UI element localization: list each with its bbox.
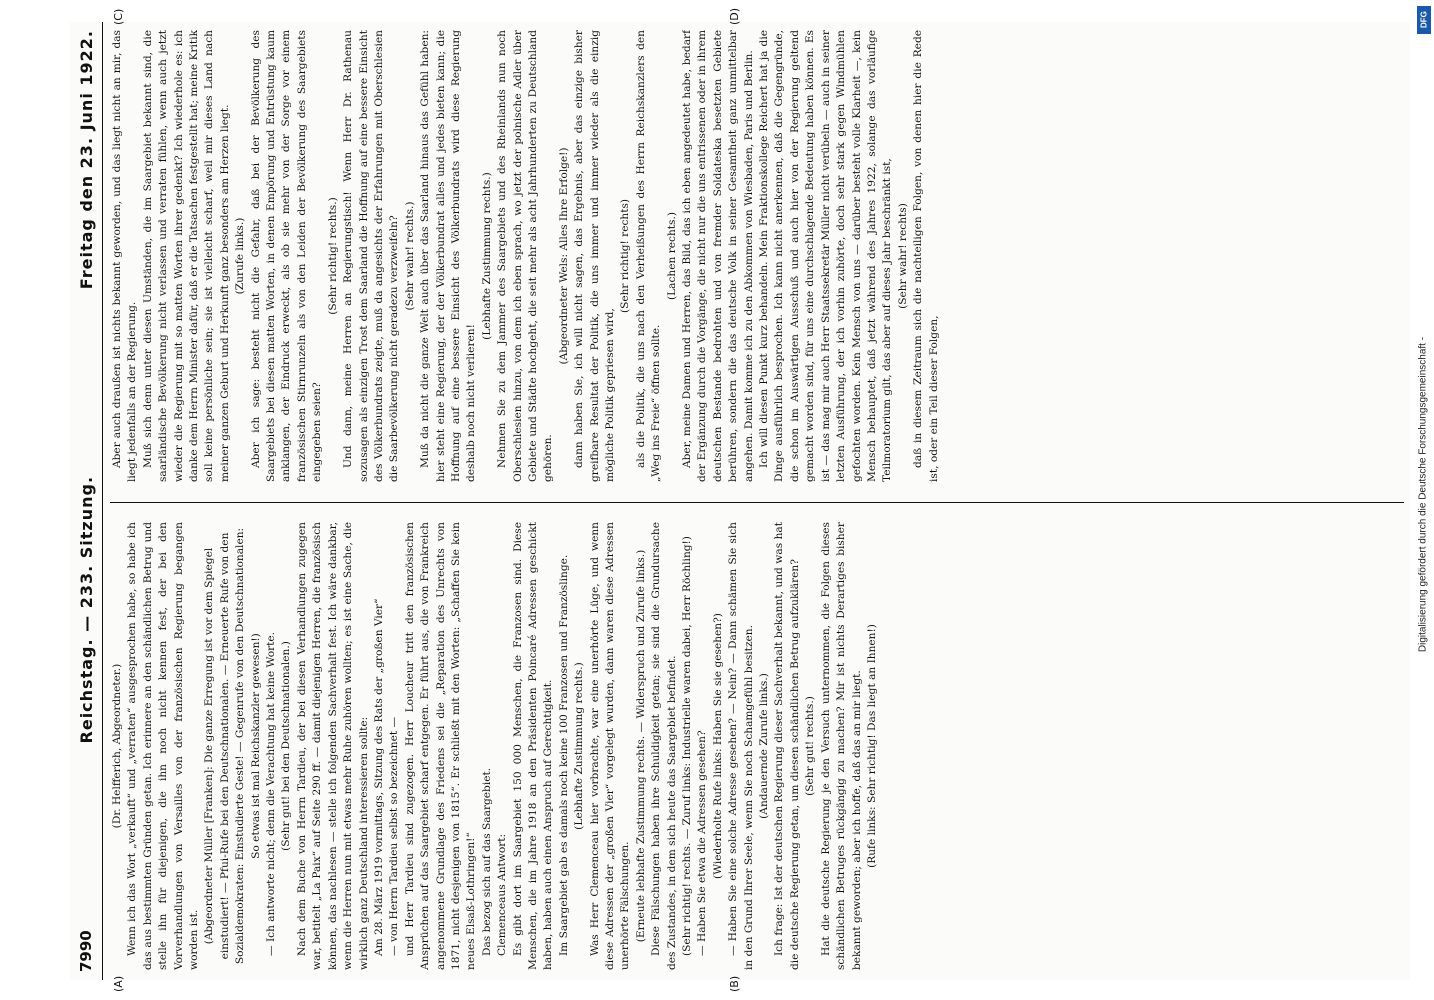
paragraph: (Zurufe links.) xyxy=(234,217,247,295)
paragraph: (Abgeordneter Müller [Franken]: Die ganze Erregung ist vor dem Spiegel einstudiert! — Pfui-Rufe bei den Deutschnationalen. — Erneuerte Rufe von den Sozialdemokraten: Einstudierte Geste! — Gegenrufe von den Deutschnationalen: So etwas ist mal Reichskanzler gewesen!) xyxy=(203,527,262,965)
paragraph: (Sehr richtig! rechts. — Zuruf links: Industrielle waren dabei, Herr Röchling!) xyxy=(681,536,694,956)
paragraph: (Lachen rechts.) xyxy=(665,212,678,300)
paragraph: Was Herr Clemenceau hier vorbrachte, war eine unerhörte Lüge, und wenn diese Adressen der „großen Vier“ vorgelegt wurden, dann waren diese Adressen unerhörte Fälschungen. xyxy=(588,522,632,970)
margin-marker-c: (C) xyxy=(112,8,125,25)
digitization-footer xyxy=(1412,0,1434,1000)
paragraph: (Sehr gut! bei den Deutschnationalen.) xyxy=(280,641,293,851)
paragraph: (Andauernde Zurufe links.) xyxy=(758,673,771,819)
page-number: 7990 xyxy=(77,930,95,972)
paragraph: Clemenceaus Antwort: xyxy=(496,833,509,956)
paragraph: (Abgeordneter Wels: Alles Ihre Erfolge!) xyxy=(557,147,570,365)
margin-marker-b: (B) xyxy=(728,975,741,992)
paragraph: Aber ich sage: besteht nicht die Gefahr, daß bei der Bevölkerung des Saargebiets bei diesen matten Worten, in denen Empörung und Entrüstung kaum anklangen, der Eindruck erweckt, als ob sie mehr von der Sorge vor einem französischen Stirnrunzeln als von den Leiden der Bevölkerung des Saargebiets eingegeben seien? xyxy=(249,30,324,482)
paragraph: Am 28. März 1919 vormittags, Sitzung des Rats der „großen Vier“ xyxy=(372,598,385,956)
right-paragraphs xyxy=(110,30,942,482)
footer-credit: Digitalisierung gefördert durch die Deutsche Forschungsgemeinschaft - xyxy=(1417,336,1429,653)
paragraph: Und dann, meine Herren an Regierungstisch! Wenn Herr Dr. Rathenau sozusagen als einzigen Trost dem Saarland die Hoffnung auf eine bessere Einsicht des Völkerbundrats zeigte, muß da angesichts der Erfahrungen mit Oberschlesien die Saarbevölkerung nicht geradezu verzweifeln? xyxy=(342,30,401,482)
session-date: Freitag den 23. Juni 1922. xyxy=(76,30,96,290)
paragraph: — Haben Sie eine solche Adresse gesehen? — Nein? — Dann schämen Sie sich in den Grund Ihrer Seele, wenn Sie noch Schamgefühl besitzen. xyxy=(727,522,755,970)
page-header xyxy=(70,22,102,980)
dfg-logo: DFG xyxy=(1417,6,1431,34)
speaker-line: (Dr. Helfferich, Abgeordneter.) xyxy=(111,663,123,829)
column-divider xyxy=(110,502,1404,503)
rotated-page-content xyxy=(70,7,1410,992)
paragraph: — Ich antworte nicht; denn die Verachtung hat keine Worte. xyxy=(265,631,278,956)
paragraph: (Sehr richtig! rechts.) xyxy=(326,197,339,315)
paragraph: Ich will diesen Punkt kurz behandeln. Mein Fraktionskollege Reichert hat ja die Dinge ausführlich besprochen. Ich kann nicht anerkennen, daß die Gegengründe, die schon im Auswärtigen Ausschuß und auch hier von der Regierung geltend gemacht worden sind, für uns eine durchschlagende Bedeutung haben können. Es ist — das mag mir auch Herr Staatssekretär Müller nicht verübeln — auch in seiner letzten Ausführung, der ich vorhin zuhörte, doch sehr stark gegen Windmühlen gefochten worden. Kein Mensch von uns — darüber besteht volle Klarheit —, kein Mensch behauptet, daß jetzt während des Jahres 1922, solange das vorläufige Teilmoratorium gilt, das aber auf dieses Jahr beschränkt ist, xyxy=(758,30,894,482)
margin-marker-d: (D) xyxy=(728,7,741,25)
paragraph: Muß sich denn unter diesen Umständen, die im Saargebiet bekannt sind, die saarländische Bevölkerung nicht verlassen und verraten fühlen, wenn auch jetzt wieder die Regierung mit so matten Worten ihrer gedenkt? Ich wiederhole es: ich danke dem Herrn Minister dafür, daß er die Tatsachen festgestellt hat; meine Kritik soll keine persönliche sein; sie ist vielleicht scharf, weil mir dieses Land nach meiner ganzen Geburt und Herkunft ganz besonders am Herzen liegt. xyxy=(141,30,231,482)
paragraph: (Erneute lebhafte Zustimmung rechts. — Widerspruch und Zurufe links.) xyxy=(634,549,647,943)
paragraph: (Sehr richtig! rechts) xyxy=(619,198,632,314)
paragraph: (Wiederholte Rufe links: Haben Sie sie gesehen?) xyxy=(711,613,724,879)
left-column xyxy=(110,522,1404,970)
paragraph: (Lebhafte Zustimmung rechts.) xyxy=(573,662,586,830)
paragraph: (Sehr gut! rechts.) xyxy=(804,696,817,796)
paragraph: Ich frage: Ist der deutschen Regierung dieser Sachverhalt bekannt, und was hat die deutsche Regierung getan, um diesen schändlichen Betrug aufzuklären? xyxy=(773,522,801,970)
scanned-page xyxy=(70,7,1410,992)
paragraph: — Haben Sie etwa die Adressen gesehen? xyxy=(696,730,709,956)
paragraph: Diese Fälschungen haben ihre Schuldigkeit getan; sie sind die Grundursache des Zustandes, in dem sich heute das Saargebiet befindet. xyxy=(650,522,678,970)
paragraph: dann haben Sie, ich will nicht sagen, das Ergebnis, aber das einzige bisher greifbare Resultat der Politik, die uns immer und immer wieder als die einzig mögliche Politik gepriesen wird, xyxy=(573,30,616,482)
paragraph: als die Politik, die uns nach den Verheißungen des Herrn Reichskanzlers den „Weg ins Freie“ öffnen sollte. xyxy=(634,30,663,482)
paragraph: Nach dem Buche von Herrn Tardieu, der bei diesen Verhandlungen zugegen war, betitelt „La Paix“ auf Seite 290 ff. — damit diejenigen Herren, die französisch können, das nachlesen — stelle ich folgenden Sachverhalt fest. Ich wäre dankbar, wenn die Herren nun mit etwas mehr Ruhe zuhören wollten; es ist eine Sache, die wirklich ganz Deutschland interessieren sollte: xyxy=(295,522,370,970)
margin-marker-a: (A) xyxy=(112,975,125,992)
paragraph: Aber auch draußen ist nichts bekannt geworden, und das liegt nicht an mir, das liegt jedenfalls an der Regierung. xyxy=(111,30,139,482)
paragraph: (Sehr wahr! rechts.) xyxy=(403,201,416,311)
paragraph: (Sehr wahr! rechts) xyxy=(896,203,909,309)
header-rule xyxy=(102,22,103,980)
paragraph: daß in diesem Zeitraum sich die nachteiligen Folgen, von denen hier die Rede ist, oder ein Teil dieser Folgen, xyxy=(912,30,940,482)
paragraph: Nehmen Sie zu dem Jammer des Saargebiets und des Rheinlands nun noch Oberschlesien hinzu, von dem ich eben sprach, wo jetzt der polnische Adler über Gebiete und Städte hochgeht, die seit mehr als acht Jahrhunderten zu Deutschland gehören. xyxy=(496,30,555,482)
paragraph: Wenn ich das Wort „verkauft“ und „verraten“ ausgesprochen habe, so habe ich das aus bestimmten Gründen getan. Ich erinnere an den schändlichen Betrug und stelle ihn für diejenigen, die ihn noch nicht kennen fest, der bei den Vorverhandlungen von Versailles von der französischen Regierung begangen worden ist. xyxy=(126,522,201,970)
paragraph: Es gibt dort im Saargebiet 150 000 Menschen, die Franzosen sind. Diese Menschen, die im Jahre 1918 an den Präsidenten Poincaré Adressen geschickt haben, haben auch einen Anspruch auf Gerechtigkeit. xyxy=(511,522,555,970)
session-title: Reichstag. — 233. Sitzung. xyxy=(76,475,96,744)
paragraph: Hat die deutsche Regierung je den Versuch unternommen, die Folgen dieses schändlichen Betruges rückgängig zu machen? Mir ist nichts Derartiges bisher bekannt geworden; aber ich hoffe, daß das an mir liegt. xyxy=(819,522,863,970)
paragraph: Aber, meine Damen und Herren, das Bild, das ich eben angedeutet habe, bedarf der Ergänzung durch die Vorgänge, die nicht nur die uns entrissenen oder in ihrem deutschen Bestande bedrohten und von fremder Soldateska besetzten Gebiete berühren, sondern die das deutsche Volk in seiner Gesamtheit ganz unmittelbar angehen. Damit komme ich zu den Abkommen von Wiesbaden, Paris und Berlin. xyxy=(681,30,755,482)
paragraph: (Rufe links: Sehr richtig! Das liegt an Ihnen!) xyxy=(865,624,878,868)
paragraph: Muß da nicht die ganze Welt auch über das Saarland hinaus das Gefühl haben: hier steht eine Regierung, der der Völkerbundrat alles und jedes bieten kann; die Hoffnung auf eine bessere Einsicht des Völkerbundrats wird diese Regierung deshalb noch nicht verlieren! xyxy=(419,30,478,482)
left-paragraphs xyxy=(125,522,880,970)
paragraph: Das bezog sich auf das Saargebiet. xyxy=(480,767,493,956)
paragraph: — von Herrn Tardieu selbst so bezeichnet — xyxy=(388,716,401,956)
right-column xyxy=(110,30,1404,482)
paragraph: (Lebhafte Zustimmung rechts.) xyxy=(480,172,493,340)
paragraph: Im Saargebiet gab es damals noch keine 100 Franzosen und Französlinge. xyxy=(557,554,570,956)
paragraph: und Herr Tardieu sind zugezogen. Herr Loucheur tritt den französischen Ansprüchen auf das Saargebiet scharf entgegen. Er führt aus, die von Frankreich angenommene Grundlage des Friedens sei die „Reparation des Unrechts von 1871, nicht desjenigen von 1815“. Er schließt mit den Worten: „Schaffen Sie kein neues Elsaß-Lothringen!“ xyxy=(403,522,478,970)
